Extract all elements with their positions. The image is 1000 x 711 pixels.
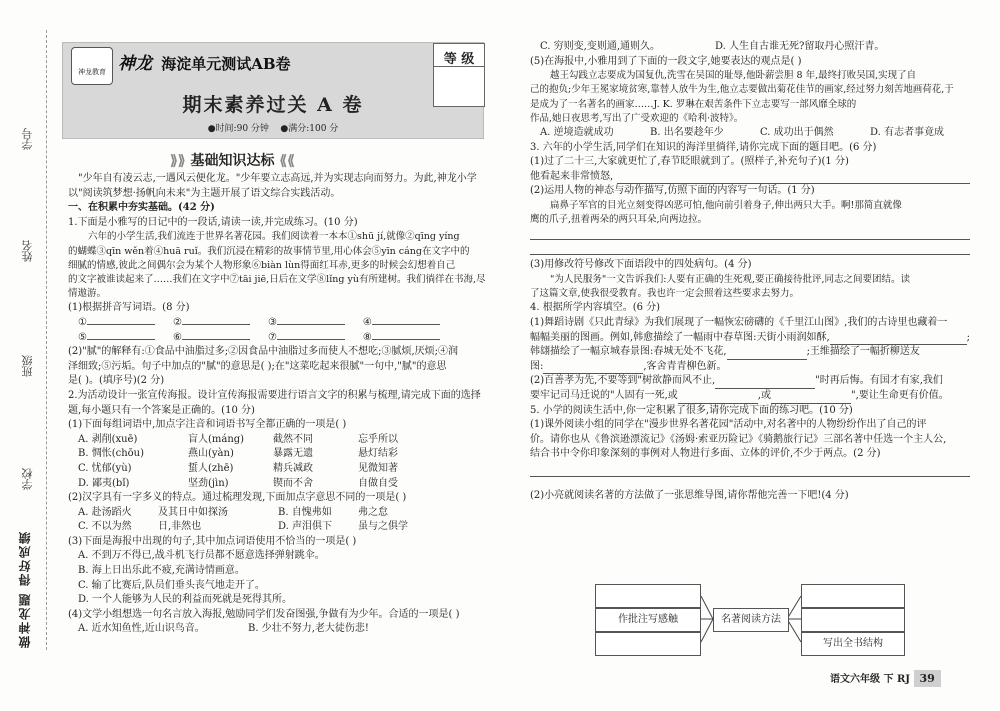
- answer-line-3-2b[interactable]: [530, 240, 970, 255]
- question-2-1: (1)下面每组词语中,加点字注音和词语书写全都正确的一项是( ): [68, 419, 347, 431]
- question-3-3: (3)用修改符号修改下面语段中的四处病句。(4 分): [530, 259, 752, 271]
- diary-line-4: 的文字被谁读起来了……我们在文字中⑦tāi jiē,日后在文学⑧lǐng yù有所建树。我们徜徉在书海,尽情遨游。: [68, 273, 486, 300]
- mind-map-left-node: 作批注写感触: [595, 608, 701, 632]
- series-title: [118, 49, 291, 74]
- pinyin-blanks-row-2: [68, 331, 493, 346]
- name-label: 姓名: [21, 240, 34, 262]
- blank-3[interactable]: ③: [268, 316, 345, 331]
- blank-7[interactable]: ⑦: [268, 331, 345, 346]
- passage-line-1: 越王勾践立志要成为国复仇,洗雪在吴国的耻辱,他卧薪尝胆 8 年,最终打败吴国,实现了自: [550, 70, 917, 82]
- revise-passage-2: 了这篇文章,使我很受教育。我也许一定会照着这些要求去努力。: [530, 288, 800, 300]
- option-row-2-5[interactable]: A. 逆境造就成功 B. 出名要趁年少 C. 成功出于偶然 D. 有志者事竟成: [540, 127, 945, 138]
- pinyin-blanks-row-1: [68, 316, 493, 331]
- option-row-2-ab[interactable]: A. 赴汤蹈火 及其日中如探汤 B. 自愧弗如 弗之怠: [78, 506, 388, 518]
- option-row-2-cd[interactable]: C. 不以为然 日,非然也 D. 声泪俱下 虽与之俱学: [78, 521, 408, 533]
- option-row-c[interactable]: C. 忧郁(yù) 蜇人(zhē) 精兵减政 见微知著: [78, 462, 398, 474]
- section-title: ⟫⟫ 基础知识达标 ⟪⟪: [170, 153, 295, 169]
- question-5-1a: (1)课外阅读小组的同学在"漫步世界名著花园"活动中,对名著中的人物纷纷作出了自己的评: [530, 419, 927, 431]
- question-2-5: (5)在海报中,小雅用到了下面的一段文字,她要表达的观点是( ): [530, 55, 802, 67]
- blank-2[interactable]: ②: [173, 316, 250, 331]
- answer-3-1[interactable]: 他看起来非常愤怒,: [530, 170, 970, 185]
- page-footer: [830, 670, 941, 687]
- model-sentence-2: 鹰的爪子,扭着两朵的两只耳朵,向两边拉。: [530, 214, 708, 226]
- option-2-3d[interactable]: D. 一个人能够为人民的利益而死就是死得其所。: [78, 594, 293, 606]
- series-name: 海淀单元测试AB卷: [161, 55, 291, 73]
- mind-map: [595, 582, 905, 656]
- question-4-1b: 幅幅美丽的图画。例如,韩愈描绘了一幅雨中春草图:天街小雨润如酥, ;: [530, 331, 970, 346]
- option-row-2-4[interactable]: A. 近水知鱼性,近山识鸟音。 B. 少壮不努力,老大徒伤悲!: [78, 623, 369, 635]
- question-5-1b: 价。请你也从《鲁滨逊漂流记》《汤姆·索亚历险记》《骑鹅旅行记》三部名著中任选一个主人公,: [530, 433, 947, 445]
- blank-1[interactable]: ①: [78, 316, 155, 331]
- blank-8[interactable]: ⑧: [363, 331, 440, 346]
- footer-text: 语文六年级 下 RJ: [830, 674, 911, 685]
- revise-passage-1: "为人民服务"一文告诉我们:人要有正确的生死观,要正确接待批评,同志之间要团结。读: [550, 273, 910, 285]
- question-2a: 2.为活动设计一张宣传海报。设计宣传海报需要进行语言文字的积累与梳理,请完成下面的选择: [68, 389, 481, 401]
- mind-map-blank-right-middle[interactable]: [801, 608, 905, 632]
- option-2-3b[interactable]: B. 海上日出乐此不疲,充满诗情画意。: [78, 565, 245, 577]
- question-5-2: (2)小亮就阅读名著的方法做了一张思维导图,请你帮他完善一下吧!(4 分): [530, 489, 849, 501]
- blank-6[interactable]: ⑥: [173, 331, 250, 346]
- option-row-2-4-cd[interactable]: C. 穷则变,变则通,通则久。 D. 人生自古谁无死?留取丹心照汗青。: [540, 41, 885, 52]
- question-5-1c: 结合书中令你印象深刻的事例对人物进行多面、立体的评价,不少于两点。(2 分): [530, 448, 881, 460]
- passage-line-3: 是成为了一名著名的画家……J. K. 罗琳在艰苦条件下立志要写一部风靡全球的: [530, 98, 857, 110]
- mind-map-center-node: 名著阅读方法: [713, 608, 789, 632]
- model-sentence-1: 扁鼻子军官的目光立刻变得凶恶可怕,他向前引着身子,伸出两只大手。啊!那简直就像: [550, 199, 902, 211]
- option-row-a[interactable]: A. 剥削(xuē) 盲人(máng) 截然不同 忘乎所以: [78, 433, 398, 445]
- question-1-2b: 泽细致;⑤污垢。句子中加点的"腻"的意思是( );在"这菜吃起来很腻"一句中,"腻"的意思: [68, 360, 447, 372]
- answer-line-3-2a[interactable]: [530, 227, 970, 240]
- question-1-2a: (2)"腻"的解释有:①食品中油脂过多;②因食品中油脂过多而使人不想吃;③腻烦,厌烦;④润: [68, 346, 459, 358]
- passage-line-2: 己的抱负;少年王冕家境贫寒,靠替人放牛为生,他立志要做出菊花佳节的画家,经过努力刻苦地画荷花,于: [530, 84, 954, 96]
- question-3: 3. 六年的小学生活,同学们在知识的海洋里徜徉,请你完成下面的题目吧。(6 分): [530, 141, 877, 153]
- blank-5[interactable]: ⑤: [78, 331, 155, 346]
- exam-meta: [63, 121, 483, 134]
- question-3-1: (1)过了二十三,大家就更忙了,春节眨眼就到了。(照样子,补充句子)(1 分): [530, 156, 849, 168]
- slogan: 做神龙题 得好成绩: [18, 530, 32, 649]
- question-2-4: (4)文学小组想选一句名言放入海报,勉励同学们发奋图强,争做有为少年。合适的一项是( ): [68, 608, 460, 620]
- mind-map-blank-left-top[interactable]: [595, 584, 701, 608]
- question-2-2: (2)汉字具有一字多义的特点。通过梳理发现,下面加点字意思不同的一项是( ): [68, 492, 407, 504]
- diary-line-3: 细腻的情感,彼此之间偶尔会为某个人物形象⑥biàn lùn得面红耳赤,更多的时候会幻想着自己: [68, 259, 456, 271]
- option-2-3c[interactable]: C. 输了比赛后,队员们垂头丧气地走开了。: [78, 579, 265, 591]
- answer-line-5-1[interactable]: [530, 462, 970, 477]
- question-1: 1.下面是小雅写的日记中的一段话,请读一读,并完成练习。(10 分): [68, 216, 358, 228]
- student-number-label: 学号: [21, 128, 34, 150]
- question-2-3: (3)下面是海报中出现的句子,其中加点词语使用不恰当的一项是( ): [68, 535, 357, 547]
- question-4-1d: 韩翃描绘了一幅京城春景图:春城无处不飞花, ;王维描绘了一幅折柳送友: [530, 345, 970, 360]
- diary-line-2: 的蝴蝶③qīn wěn着④huā ruǐ。我们沉浸在精彩的故事情节里,用心体会⑤yīn cáng在文字中的: [68, 245, 470, 257]
- grade-label: 等 级: [434, 44, 484, 67]
- question-5: 5. 小学的阅读生活中,你一定积累了很多,请你完成下面的练习吧。(10 分): [530, 404, 853, 416]
- time-limit: ●时间:90 分钟: [207, 124, 269, 134]
- cut-line: [46, 30, 47, 650]
- exam-header: [62, 42, 484, 139]
- option-2-3a[interactable]: A. 不到万不得已,战斗机飞行员都不愿意选择弹射跳伞。: [78, 550, 325, 562]
- question-4-2c: 要牢记司马迁说的"人固有一死,或 ,或 ",要让生命更有价值。: [530, 389, 970, 404]
- mind-map-blank-right-top[interactable]: [801, 584, 905, 608]
- right-column: [530, 40, 970, 504]
- school-label: 学校: [21, 468, 34, 490]
- binding-margin: [0, 0, 60, 711]
- question-1-2c: 是( )。(填序号)(2 分): [68, 375, 165, 387]
- intro-line-2: 以"阅读筑梦想·扬帆向未来"为主题开展了语文综合实践活动。: [68, 187, 341, 199]
- blank-4[interactable]: ④: [363, 316, 440, 331]
- passage-line-4: 作品,她日夜思考,写出了广受欢迎的《哈利·波特》。: [530, 112, 744, 124]
- question-4-1f: 图: ,客舍青青柳色新。: [530, 360, 970, 375]
- mind-map-blank-left-bottom[interactable]: [595, 632, 701, 656]
- option-row-b[interactable]: B. 惆怅(chōu) 燕山(yàn) 暴露无遗 悬灯结彩: [78, 448, 398, 460]
- question-1-1: (1)根据拼音写词语。(8 分): [68, 302, 190, 314]
- diary-line-1: 六年的小学生活,我们流连于世界名著花园。我们阅读着一本本①shū jí,就像②qīng yíng: [88, 231, 460, 243]
- mind-map-right-node: 写出全书结构: [801, 632, 905, 656]
- page-title: 期末素养过关 A 卷: [182, 94, 364, 116]
- question-4-2a: (2)百善孝为先,不要等到"树欲静而风不止, "时再后悔。有国才有家,我们: [530, 374, 970, 389]
- left-column: [68, 172, 493, 637]
- page-number: 39: [914, 670, 941, 687]
- part-one-heading: 一、在积累中夯实基础。(42 分): [68, 202, 215, 214]
- question-4: 4. 根据所学内容填空。(6 分): [530, 302, 661, 314]
- question-4-1a: (1)舞蹈诗剧《只此青绿》为我们展现了一幅恢宏磅礴的《千里江山图》,我们的古诗里也藏着一: [530, 316, 948, 328]
- intro-line-1: "少年自有凌云志,一遇风云便化龙。"少年要立志高远,并为实现志向而努力。为此,神龙小学: [78, 173, 477, 184]
- class-label: 班级: [21, 355, 34, 377]
- series-handwriting: 神龙: [118, 54, 152, 74]
- question-2b: 题,每小题只有一个答案是正确的。(10 分): [68, 404, 255, 416]
- question-3-2: (2)运用人物的神态与动作描写,仿照下面的内容写一句话。(1 分): [530, 185, 815, 197]
- publisher-logo: 神龙教育: [71, 47, 113, 85]
- option-row-d[interactable]: D. 鄙夷(bǐ) 坚劲(jìn) 锲而不舍 自做自受: [78, 477, 398, 489]
- full-score: ●满分:100 分: [280, 124, 339, 134]
